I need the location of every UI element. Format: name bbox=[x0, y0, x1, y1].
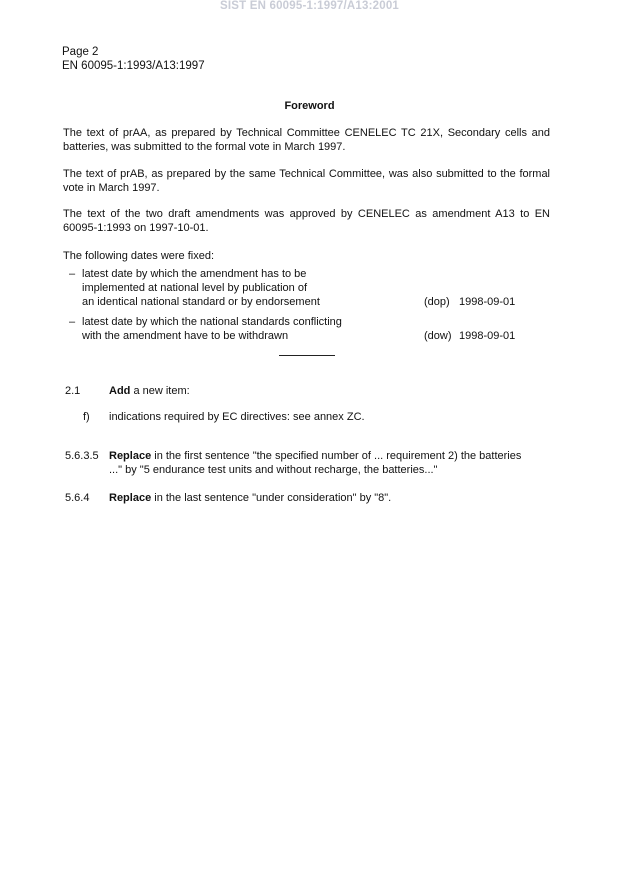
clause-number: 5.6.4 bbox=[65, 492, 90, 504]
item-text: indications required by EC directives: see annex ZC. bbox=[109, 411, 365, 423]
date-item-line: latest date by which the amendment has to be bbox=[82, 268, 307, 280]
clause-continuation: ..." by "5 endurance test units and without recharge, the batteries..." bbox=[109, 464, 438, 476]
clause-body: in the last sentence "under consideration" by "8". bbox=[151, 492, 392, 504]
dates-intro: The following dates were fixed: bbox=[63, 250, 215, 262]
date-item-line: latest date by which the national standards conflicting bbox=[82, 316, 342, 328]
clause-text bbox=[109, 450, 554, 464]
page-number: Page 2 bbox=[62, 46, 99, 58]
watermark: SIST EN 60095-1:1997/A13:2001 bbox=[219, 0, 400, 12]
clause-text bbox=[109, 385, 190, 399]
clause-body: in the first sentence "the specified number of ... requirement 2) the batteries bbox=[151, 450, 522, 462]
item-letter: f) bbox=[83, 411, 90, 423]
section-title: Foreword bbox=[284, 100, 335, 112]
clause-number: 5.6.3.5 bbox=[65, 450, 99, 462]
list-dash: – bbox=[69, 268, 76, 280]
separator-rule bbox=[279, 355, 335, 356]
date-item-line: with the amendment have to be withdrawn bbox=[82, 329, 289, 342]
page-header bbox=[62, 45, 205, 73]
clause-number: 2.1 bbox=[65, 385, 81, 397]
date-item-text bbox=[82, 268, 412, 309]
foreword-paragraph-2: The text of prAB, as prepared by the same Technical Committee, was also submitted to the formal vote in March 1997. bbox=[63, 168, 550, 194]
date-item-line: implemented at national level by publication of bbox=[82, 281, 308, 294]
date-item-line: an identical national standard or by endorsement bbox=[82, 295, 320, 308]
list-dash: – bbox=[69, 316, 76, 328]
date-item-text bbox=[82, 316, 412, 344]
document-reference: EN 60095-1:1993/A13:1997 bbox=[62, 60, 205, 72]
clause-keyword: Replace bbox=[109, 492, 152, 504]
clause-text bbox=[109, 492, 391, 506]
date-code: (dop) bbox=[424, 295, 450, 308]
clause-body: a new item: bbox=[130, 385, 190, 397]
foreword-paragraph-3: The text of the two draft amendments was approved by CENELEC as amendment A13 to EN 60095-1:1993 on 1997-10-01. bbox=[63, 208, 550, 234]
foreword-paragraph-1: The text of prAA, as prepared by Technical Committee CENELEC TC 21X, Secondary cells and batteries, was submitted to the formal vote in March 1997. bbox=[63, 127, 550, 153]
date-value: 1998-09-01 bbox=[459, 329, 516, 342]
date-item-dow bbox=[69, 316, 549, 344]
date-item-dop bbox=[69, 268, 549, 310]
date-value: 1998-09-01 bbox=[459, 295, 516, 308]
clause-keyword: Add bbox=[109, 385, 131, 397]
clause-keyword: Replace bbox=[109, 450, 152, 462]
date-code: (dow) bbox=[424, 329, 452, 342]
